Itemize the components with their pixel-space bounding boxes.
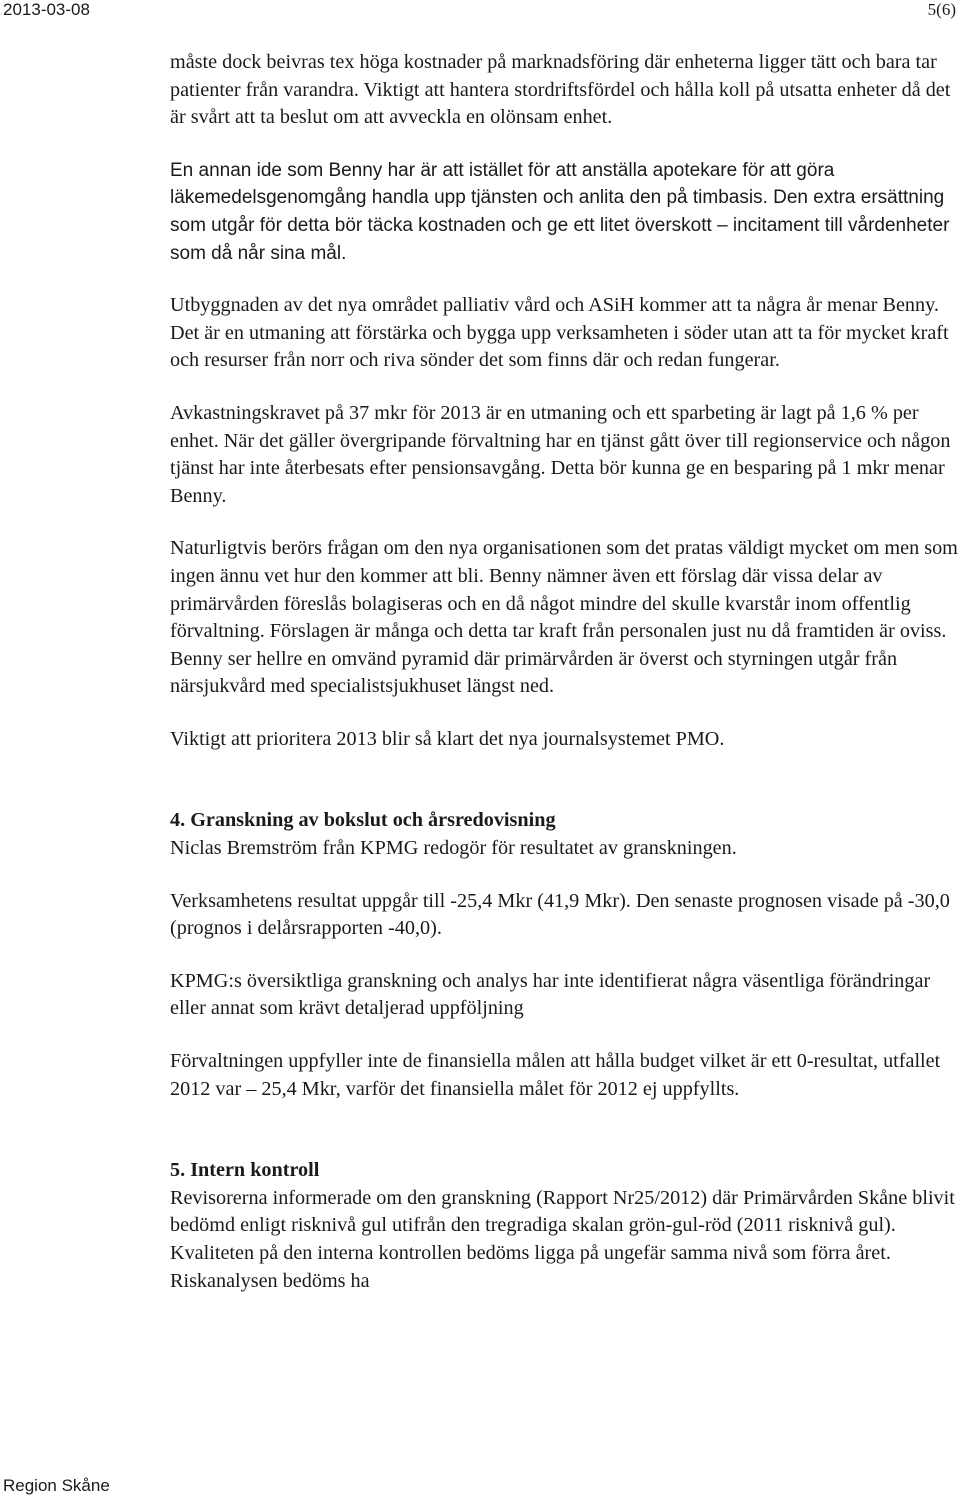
paragraph-3: Utbyggnaden av det nya området palliativ vård och ASiH kommer att ta några år menar Benny. Det är en utmaning att förstärka och bygga upp verksamheten i söder utan att ta för mycket kraft och resurser från norr och riva sönder det som finns där och redan fungerar. [170, 294, 949, 372]
page-number: 5(6) [927, 0, 956, 19]
paragraph-1: måste dock beivras tex höga kostnader på marknadsföring där enheterna ligger tätt och bara tar patienter från varandra. Viktigt att hantera stordriftsfördel och hålla koll på utsatta enheter då det är svårt att ta beslut om att avveckla en olönsam enhet. [170, 51, 951, 129]
paragraph-6: Viktigt att prioritera 2013 blir så klart det nya journalsystemet PMO. [170, 727, 725, 750]
document-body [170, 49, 960, 1320]
section-4 [170, 807, 960, 1103]
section-4-paragraph-1: Verksamhetens resultat uppgår till -25,4 Mkr (41,9 Mkr). Den senaste prognosen visade på -30,0 (prognos i delårsrapporten -40,0). [170, 889, 950, 940]
paragraph-2: En annan ide som Benny har är att istället för att anställa apotekare för att göra läkemedelsgenomgång handla upp tjänsten och anlita den på timbasis. Den extra ersättning som utgår för detta bör täcka kostnaden och ge ett litet överskott – incitament till vårdenheter som då når sina mål. [170, 159, 950, 264]
section-4-intro: Niclas Bremström från KPMG redogör för resultatet av granskningen. [170, 837, 737, 860]
paragraph-4: Avkastningskravet på 37 mkr för 2013 är en utmaning och ett sparbeting är lagt på 1,6 % per enhet. När det gäller övergripande förvaltning har en tjänst gått över till regionservice och någon tjänst har inte återbesats efter pensionsavgång. Detta bör kunna ge en besparing på 1 mkr menar Benny. [170, 401, 951, 507]
section-5 [170, 1157, 960, 1295]
section-4-paragraph-2: KPMG:s översiktliga granskning och analys har inte identifierat några väsentliga förändringar eller annat som krävt detaljerad uppföljning [170, 969, 931, 1020]
footer-org: Region Skåne [3, 1476, 110, 1495]
section-5-heading: 5. Intern kontroll [170, 1159, 320, 1182]
header-date: 2013-03-08 [3, 0, 90, 19]
paragraph-5: Naturligtvis berörs frågan om den nya organisationen som det pratas väldigt mycket om men som ingen ännu vet hur den kommer att bli. Benny nämner även ett förslag där vissa delar av primärvården föreslås bolagiseras och en då något mindre del skulle kvarstår inom offentlig förvaltning. Förslagen är många och detta tar kraft från personalen just nu då framtiden är oviss. Benny ser hellre en omvänd pyramid där primärvården är överst och styrningen utgår från närsjukvård med specialistsjukhuset längst ned. [170, 537, 958, 698]
section-5-paragraph-1: Revisorerna informerade om den granskning (Rapport Nr25/2012) där Primärvården Skåne blivit bedömd enligt risknivå gul utifrån den tregradiga skalan grön-gul-röd (2011 risknivå gul). Kvaliteten på den interna kontrollen bedöms ligga på ungefär samma nivå som förra året. Riskanalysen bedöms ha [170, 1186, 955, 1292]
section-4-paragraph-3: Förvaltningen uppfyller inte de finansiella målen att hålla budget vilket är ett 0-resultat, utfallet 2012 var – 25,4 Mkr, varför det finansiella målet för 2012 ej uppfyllts. [170, 1050, 941, 1100]
section-4-heading: 4. Granskning av bokslut och årsredovisning [170, 809, 556, 832]
